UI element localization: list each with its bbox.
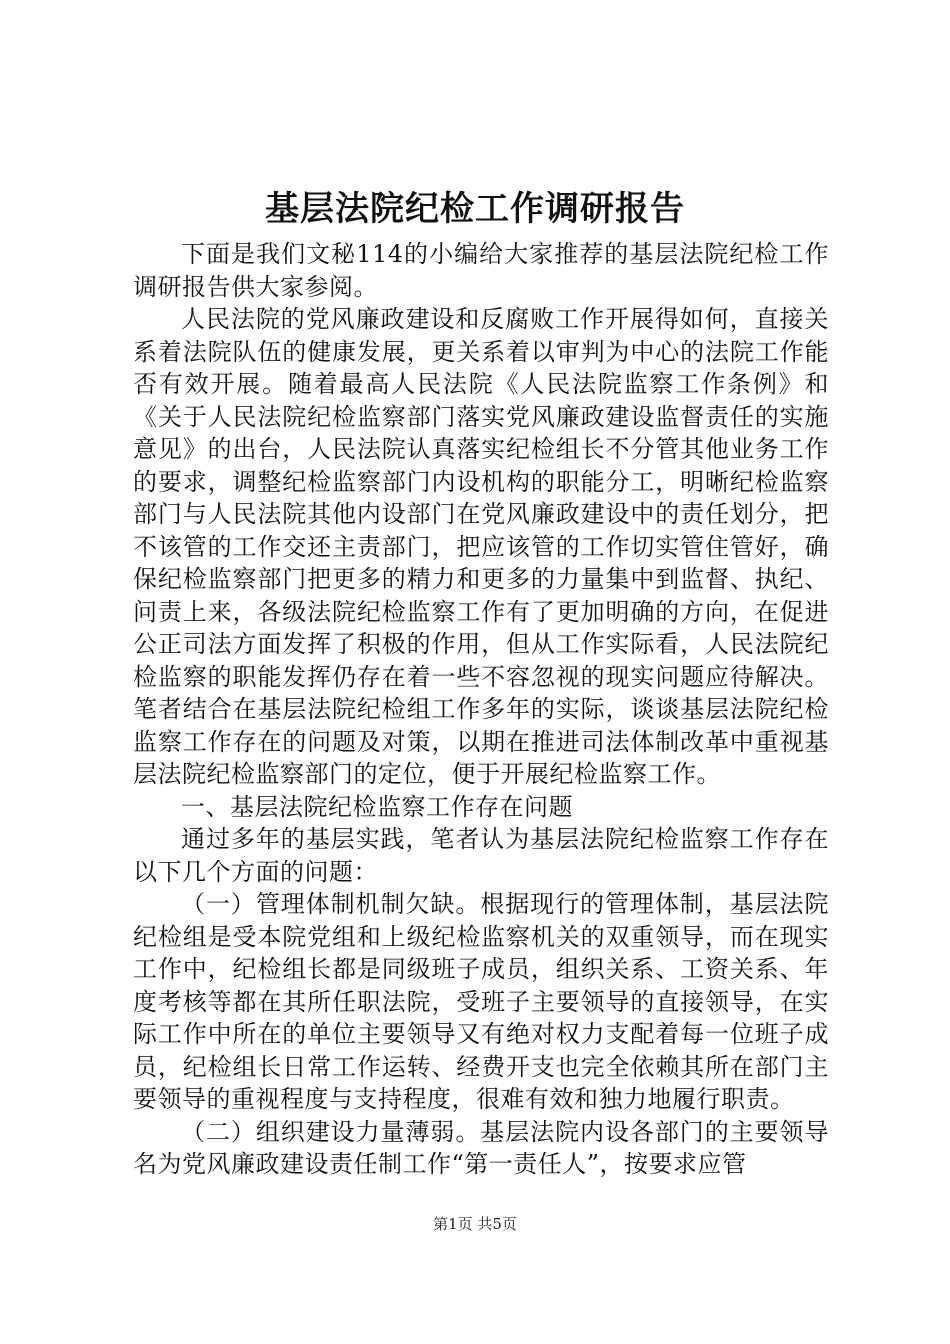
paragraph-problem-2: （二）组织建设力量薄弱。基层法院内设各部门的主要领导名为党风廉政建设责任制工作“第一责任人”，按要求应管: [133, 1117, 829, 1178]
paragraph-problem-1: （一）管理体制机制欠缺。根据现行的管理体制，基层法院纪检组是受本院党组和上级纪检监察机关的双重领导，而在现实工作中，纪检组长都是同级班子成员，组织关系、工资关系、年度考核等都在其所任职法院，受班子主要领导的直接领导，在实际工作中所在的单位主要领导又有绝对权力支配着每一位班子成员，纪检组长日常工作运转、经费开支也完全依赖其所在部门主要领导的重视程度与支持程度，很难有效和独力地履行职责。: [133, 890, 829, 1113]
document-title: 基层法院纪检工作调研报告: [265, 189, 685, 229]
paragraph-intro: 下面是我们文秘114的小编给大家推荐的基层法院纪检工作调研报告供大家参阅。: [133, 240, 829, 301]
paragraph-background: 人民法院的党风廉政建设和反腐败工作开展得如何，直接关系着法院队伍的健康发展，更关系着以审判为中心的法院工作能否有效开展。随着最高人民法院《人民法院监察工作条例》和《关于人民法院纪检监察部门落实党风廉政建设监督责任的实施意见》的出台，人民法院认真落实纪检组长不分管其他业务工作的要求，调整纪检监察部门内设机构的职能分工，明晰纪检监察部门与人民法院其他内设部门在党风廉政建设中的责任划分，把不该管的工作交还主责部门，把应该管的工作切实管住管好，确保纪检监察部门把更多的精力和更多的力量集中到监督、执纪、问责上来，各级法院纪检监察工作有了更加明确的方向，在促进公正司法方面发挥了积极的作用，但从工作实际看，人民法院纪检监察的职能发挥仍存在着一些不容忽视的现实问题应待解决。笔者结合在基层法院纪检组工作多年的实际，谈谈基层法院纪检监察工作存在的问题及对策，以期在推进司法体制改革中重视基层法院纪检监察部门的定位，便于开展纪检监察工作。: [133, 305, 829, 788]
page-number-footer: 第1页 共5页: [433, 1215, 517, 1233]
paragraph-problems-intro: 通过多年的基层实践，笔者认为基层法院纪检监察工作存在以下几个方面的问题：: [133, 825, 829, 886]
document-body: [133, 238, 829, 1181]
section-heading-1: 一、基层法院纪检监察工作存在问题: [181, 792, 573, 821]
